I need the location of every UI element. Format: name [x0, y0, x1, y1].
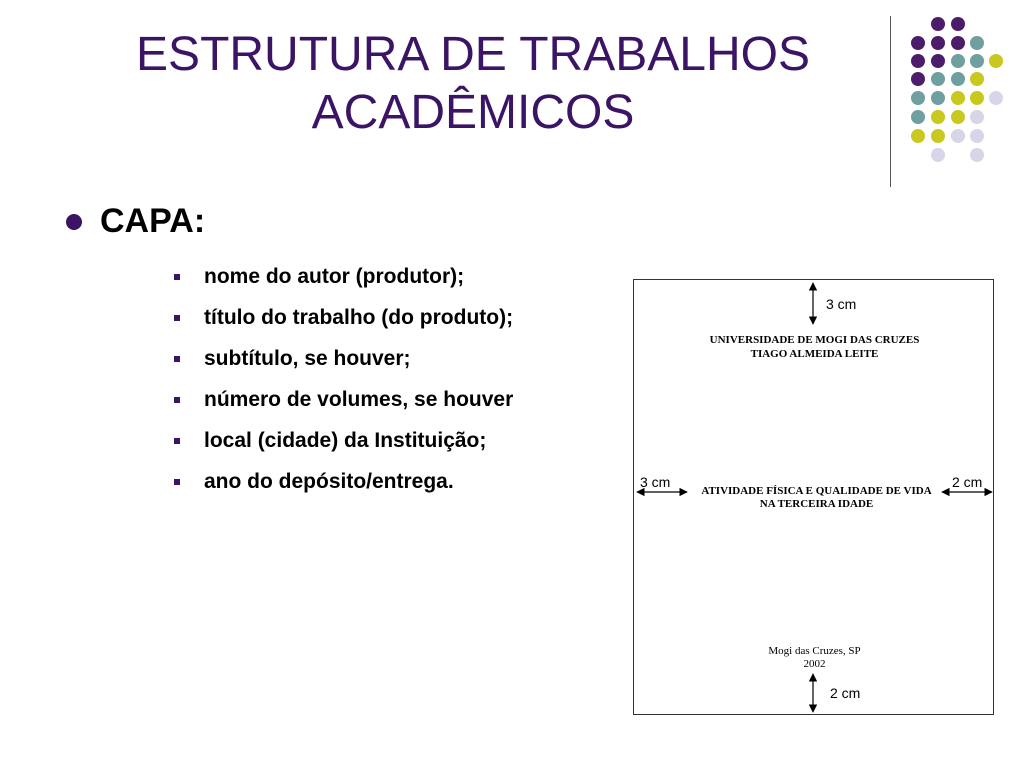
cover-author: TIAGO ALMEIDA LEITE [750, 348, 879, 360]
cover-header [634, 333, 995, 361]
decorative-dot [951, 91, 965, 105]
sub-bullet-text: nome do autor (produtor); [204, 264, 465, 288]
sub-bullet-item [174, 338, 513, 379]
decorative-dot [911, 110, 925, 124]
left-margin-label: 3 cm [640, 474, 671, 490]
cover-city: Mogi das Cruzes, SP [768, 645, 861, 657]
main-bullet-label: CAPA: [100, 202, 206, 240]
square-bullet-icon [174, 438, 180, 444]
decorative-dot [970, 148, 984, 162]
sub-bullet-list [174, 256, 513, 502]
decorative-dot [931, 36, 945, 50]
decorative-dot [931, 72, 945, 86]
decorative-dot [970, 36, 984, 50]
sub-bullet-item [174, 461, 513, 502]
sub-bullet-text: subtítulo, se houver; [204, 346, 411, 370]
decorative-dot [931, 54, 945, 68]
square-bullet-icon [174, 315, 180, 321]
decorative-dot [951, 129, 965, 143]
cover-institution: UNIVERSIDADE DE MOGI DAS CRUZES [709, 334, 920, 346]
decorative-dot [931, 91, 945, 105]
decorative-dot [970, 72, 984, 86]
decorative-dot [931, 17, 945, 31]
sub-bullet-text: número de volumes, se houver [204, 387, 514, 411]
sub-bullet-text: ano do depósito/entrega. [204, 469, 454, 493]
cover-footer [634, 645, 995, 671]
square-bullet-icon [174, 479, 180, 485]
square-bullet-icon [174, 356, 180, 362]
sub-bullet-item [174, 379, 513, 420]
decorative-dot [911, 129, 925, 143]
vertical-divider [890, 16, 891, 187]
right-margin-label: 2 cm [952, 474, 983, 490]
decorative-dot [970, 110, 984, 124]
cover-work-title-line-2: NA TERCEIRA IDADE [759, 498, 874, 510]
decorative-dot [970, 91, 984, 105]
cover-work-title [684, 485, 949, 511]
decorative-dot [989, 91, 1003, 105]
decorative-dot [951, 36, 965, 50]
cover-page-example [633, 279, 994, 715]
decorative-dot [970, 129, 984, 143]
bottom-margin-label: 2 cm [830, 685, 861, 701]
title-line-1: ESTRUTURA DE TRABALHOS [136, 28, 810, 81]
sub-bullet-item [174, 297, 513, 338]
decorative-dot [951, 17, 965, 31]
decorative-dot [931, 129, 945, 143]
decorative-dot [911, 36, 925, 50]
bullet-disc-icon [66, 214, 82, 230]
decorative-dot [951, 54, 965, 68]
decorative-dot [989, 54, 1003, 68]
square-bullet-icon [174, 274, 180, 280]
decorative-dot [911, 72, 925, 86]
decorative-dot [931, 148, 945, 162]
decorative-dot [951, 110, 965, 124]
sub-bullet-item [174, 256, 513, 297]
title-line-2: ACADÊMICOS [311, 86, 635, 139]
decorative-dot [951, 72, 965, 86]
decorative-dot [931, 110, 945, 124]
decorative-dot [970, 54, 984, 68]
square-bullet-icon [174, 397, 180, 403]
main-bullet [66, 202, 205, 241]
cover-year: 2002 [803, 658, 826, 670]
decorative-dot [911, 54, 925, 68]
sub-bullet-text: local (cidade) da Instituição; [204, 428, 487, 452]
top-margin-label: 3 cm [826, 296, 857, 312]
sub-bullet-item [174, 420, 513, 461]
sub-bullet-text: título do trabalho (do produto); [204, 305, 514, 329]
cover-work-title-line-1: ATIVIDADE FÍSICA E QUALIDADE DE VIDA [701, 485, 932, 497]
decorative-dot [911, 91, 925, 105]
slide-title [60, 26, 886, 142]
